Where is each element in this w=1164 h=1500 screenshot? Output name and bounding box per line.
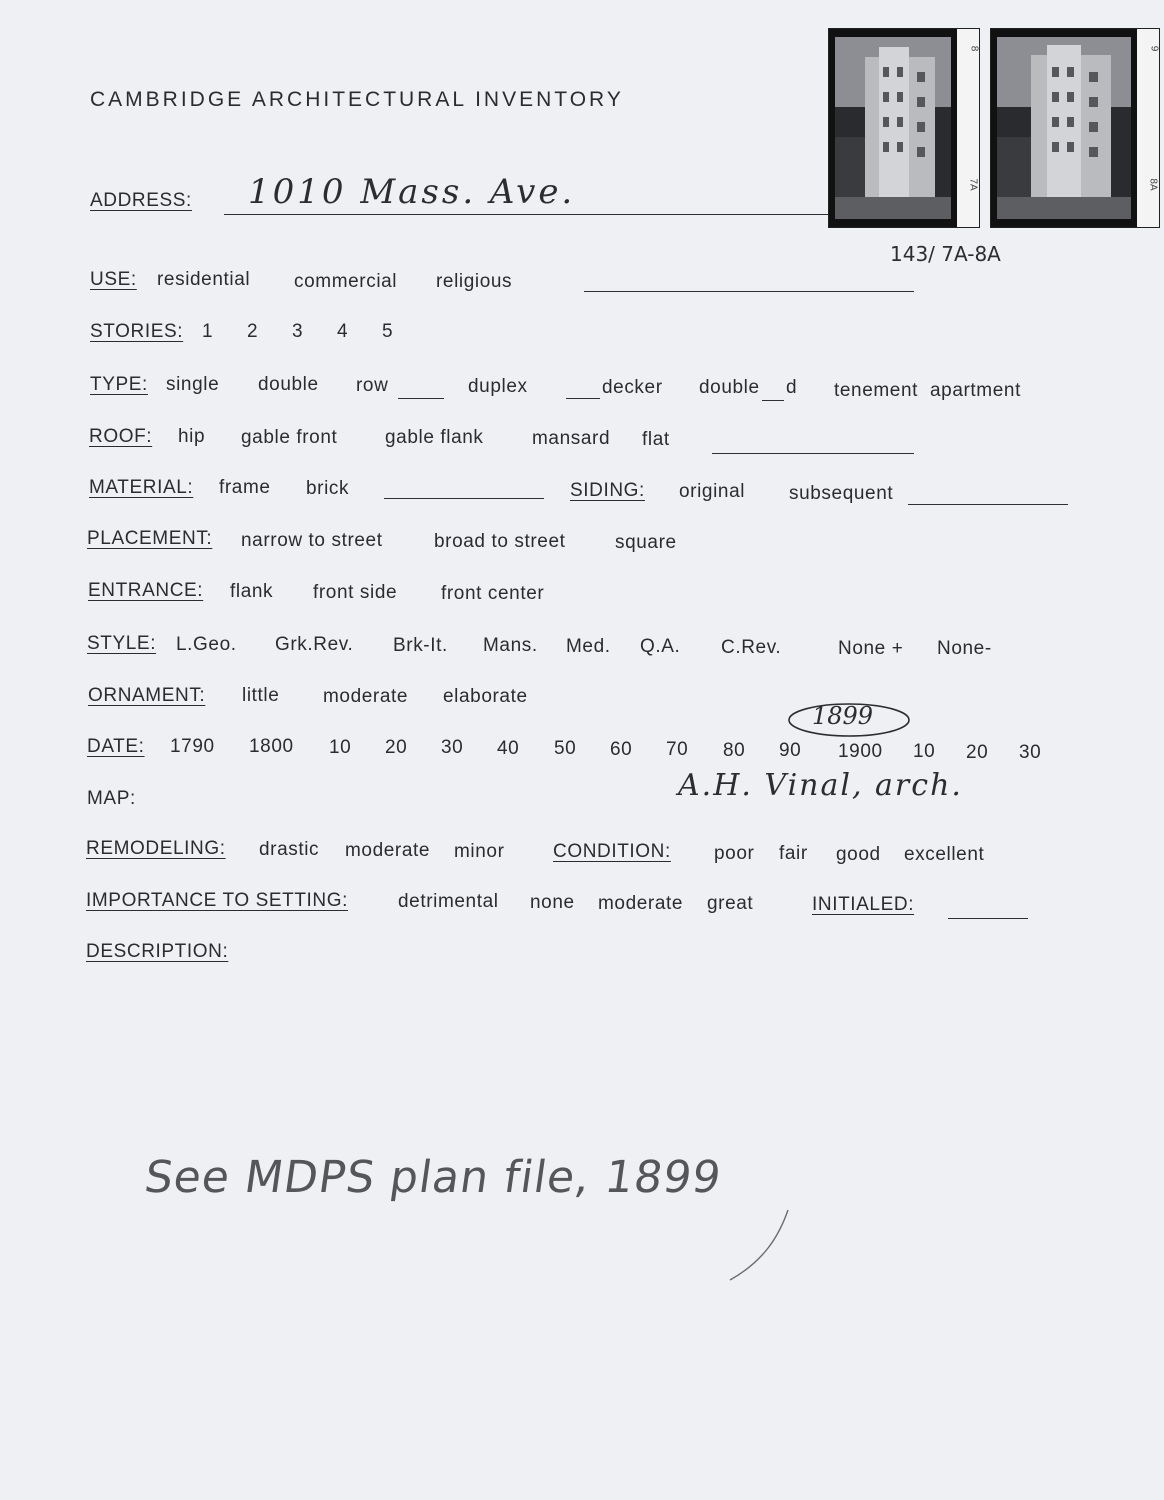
initialed-label: INITIALED: bbox=[812, 894, 915, 915]
importance-label: IMPORTANCE TO SETTING: bbox=[86, 890, 348, 911]
roof-option-flat: flat bbox=[642, 429, 670, 450]
stories-option-2: 2 bbox=[247, 321, 259, 342]
remodeling-label: REMODELING: bbox=[86, 838, 226, 859]
date-label: DATE: bbox=[87, 736, 145, 757]
entrance-option-front-center: front center bbox=[441, 583, 545, 604]
address-line bbox=[224, 214, 828, 215]
date-option-1900-30: 30 bbox=[1019, 742, 1042, 763]
date-option-30: 30 bbox=[441, 737, 464, 758]
style-option-none-minus: None- bbox=[937, 638, 992, 659]
style-option-crev: C.Rev. bbox=[721, 637, 782, 658]
photo-reference-handwritten: 143/ 7A-8A bbox=[890, 242, 1001, 266]
date-option-60: 60 bbox=[610, 739, 633, 760]
remodeling-option-moderate: moderate bbox=[345, 840, 431, 861]
entrance-option-flank: flank bbox=[230, 581, 274, 602]
stories-option-5: 5 bbox=[382, 321, 394, 342]
type-row-line bbox=[398, 398, 444, 399]
stories-option-1: 1 bbox=[202, 321, 214, 342]
style-option-med: Med. bbox=[566, 636, 611, 657]
type-option-d: d bbox=[786, 377, 798, 398]
building-image-2 bbox=[997, 37, 1131, 219]
frame-number-1: 8 bbox=[968, 45, 980, 52]
siding-option-subsequent: subsequent bbox=[789, 483, 894, 504]
date-option-1800: 1800 bbox=[249, 736, 294, 757]
date-option-20: 20 bbox=[385, 737, 408, 758]
condition-option-fair: fair bbox=[779, 843, 808, 864]
style-option-grkrev: Grk.Rev. bbox=[275, 634, 354, 655]
date-option-10: 10 bbox=[329, 737, 352, 758]
placement-option-narrow: narrow to street bbox=[241, 530, 383, 551]
material-label: MATERIAL: bbox=[89, 477, 194, 498]
entrance-option-front-side: front side bbox=[313, 582, 398, 603]
type-decker-line bbox=[566, 398, 600, 399]
address-label: ADDRESS: bbox=[90, 190, 192, 211]
roof-other-line bbox=[712, 453, 914, 454]
use-option-residential: residential bbox=[157, 269, 251, 290]
placement-label: PLACEMENT: bbox=[87, 528, 213, 549]
type-label: TYPE: bbox=[90, 374, 148, 395]
address-value-handwritten: 1010 Mass. Ave. bbox=[248, 172, 576, 212]
use-option-commercial: commercial bbox=[294, 271, 398, 292]
date-option-90: 90 bbox=[779, 740, 802, 761]
condition-option-good: good bbox=[836, 844, 881, 865]
use-label: USE: bbox=[90, 269, 137, 290]
stories-option-3: 3 bbox=[292, 321, 304, 342]
material-option-brick: brick bbox=[306, 478, 350, 499]
style-label: STYLE: bbox=[87, 633, 157, 654]
date-option-1790: 1790 bbox=[170, 736, 215, 757]
stories-option-4: 4 bbox=[337, 321, 349, 342]
siding-label: SIDING: bbox=[570, 480, 645, 501]
type-option-apartment: apartment bbox=[930, 380, 1021, 401]
remodeling-option-drastic: drastic bbox=[259, 839, 320, 860]
initialed-line bbox=[948, 918, 1028, 919]
ornament-option-elaborate: elaborate bbox=[443, 686, 528, 707]
condition-label: CONDITION: bbox=[553, 841, 671, 862]
date-option-1900: 1900 bbox=[838, 741, 883, 762]
date-option-40: 40 bbox=[497, 738, 520, 759]
type-option-decker: decker bbox=[602, 377, 663, 398]
style-option-brkit: Brk-It. bbox=[393, 635, 448, 656]
frame-code-1: 7A bbox=[967, 178, 979, 191]
siding-option-original: original bbox=[679, 481, 746, 502]
date-option-70: 70 bbox=[666, 739, 689, 760]
type-option-tenement: tenement bbox=[834, 380, 919, 401]
roof-option-gable-front: gable front bbox=[241, 427, 338, 448]
building-image-1 bbox=[835, 37, 951, 219]
style-option-none-plus: None + bbox=[838, 638, 904, 659]
condition-option-poor: poor bbox=[714, 843, 755, 864]
pencil-stroke-mark bbox=[724, 1206, 794, 1286]
date-handwritten: 1899 bbox=[812, 702, 874, 730]
ornament-option-little: little bbox=[242, 685, 280, 706]
stories-label: STORIES: bbox=[90, 321, 184, 342]
placement-option-broad: broad to street bbox=[434, 531, 566, 552]
roof-option-hip: hip bbox=[178, 426, 206, 447]
building-photo-1 bbox=[828, 28, 980, 228]
style-option-mans: Mans. bbox=[483, 635, 538, 656]
material-other-line bbox=[384, 498, 544, 499]
architect-handwritten: A.H. Vinal, arch. bbox=[678, 768, 963, 803]
roof-option-mansard: mansard bbox=[532, 428, 611, 449]
date-option-1900-10: 10 bbox=[913, 741, 936, 762]
map-label: MAP: bbox=[87, 788, 136, 809]
use-other-line bbox=[584, 291, 914, 292]
importance-option-moderate: moderate bbox=[598, 893, 684, 914]
style-option-qa: Q.A. bbox=[640, 636, 681, 657]
date-option-80: 80 bbox=[723, 740, 746, 761]
style-option-lgeo: L.Geo. bbox=[176, 634, 237, 655]
frame-number-2: 9 bbox=[1148, 45, 1160, 52]
building-photo-2 bbox=[990, 28, 1160, 228]
entrance-label: ENTRANCE: bbox=[88, 580, 204, 601]
description-label: DESCRIPTION: bbox=[86, 941, 229, 962]
type-option-double: double bbox=[258, 374, 319, 395]
use-option-religious: religious bbox=[436, 271, 513, 292]
type-option-double-2: double bbox=[699, 377, 760, 398]
roof-option-gable-flank: gable flank bbox=[385, 427, 484, 448]
material-option-frame: frame bbox=[219, 477, 271, 498]
roof-label: ROOF: bbox=[89, 426, 153, 447]
type-double-d-line bbox=[762, 400, 784, 401]
remodeling-option-minor: minor bbox=[454, 841, 505, 862]
description-handwritten-note: See MDPS plan file, 1899 bbox=[141, 1152, 725, 1203]
ornament-option-moderate: moderate bbox=[323, 686, 409, 707]
siding-other-line bbox=[908, 504, 1068, 505]
importance-option-none: none bbox=[530, 892, 575, 913]
type-option-row: row bbox=[356, 375, 389, 396]
type-option-single: single bbox=[166, 374, 220, 395]
type-option-duplex: duplex bbox=[468, 376, 528, 397]
frame-code-2: 8A bbox=[1147, 178, 1159, 191]
date-option-1900-20: 20 bbox=[966, 742, 989, 763]
condition-option-excellent: excellent bbox=[904, 844, 985, 865]
ornament-label: ORNAMENT: bbox=[88, 685, 206, 706]
form-title: CAMBRIDGE ARCHITECTURAL INVENTORY bbox=[90, 88, 624, 111]
importance-option-great: great bbox=[707, 893, 754, 914]
placement-option-square: square bbox=[615, 532, 677, 553]
importance-option-detrimental: detrimental bbox=[398, 891, 499, 912]
date-option-50: 50 bbox=[554, 738, 577, 759]
